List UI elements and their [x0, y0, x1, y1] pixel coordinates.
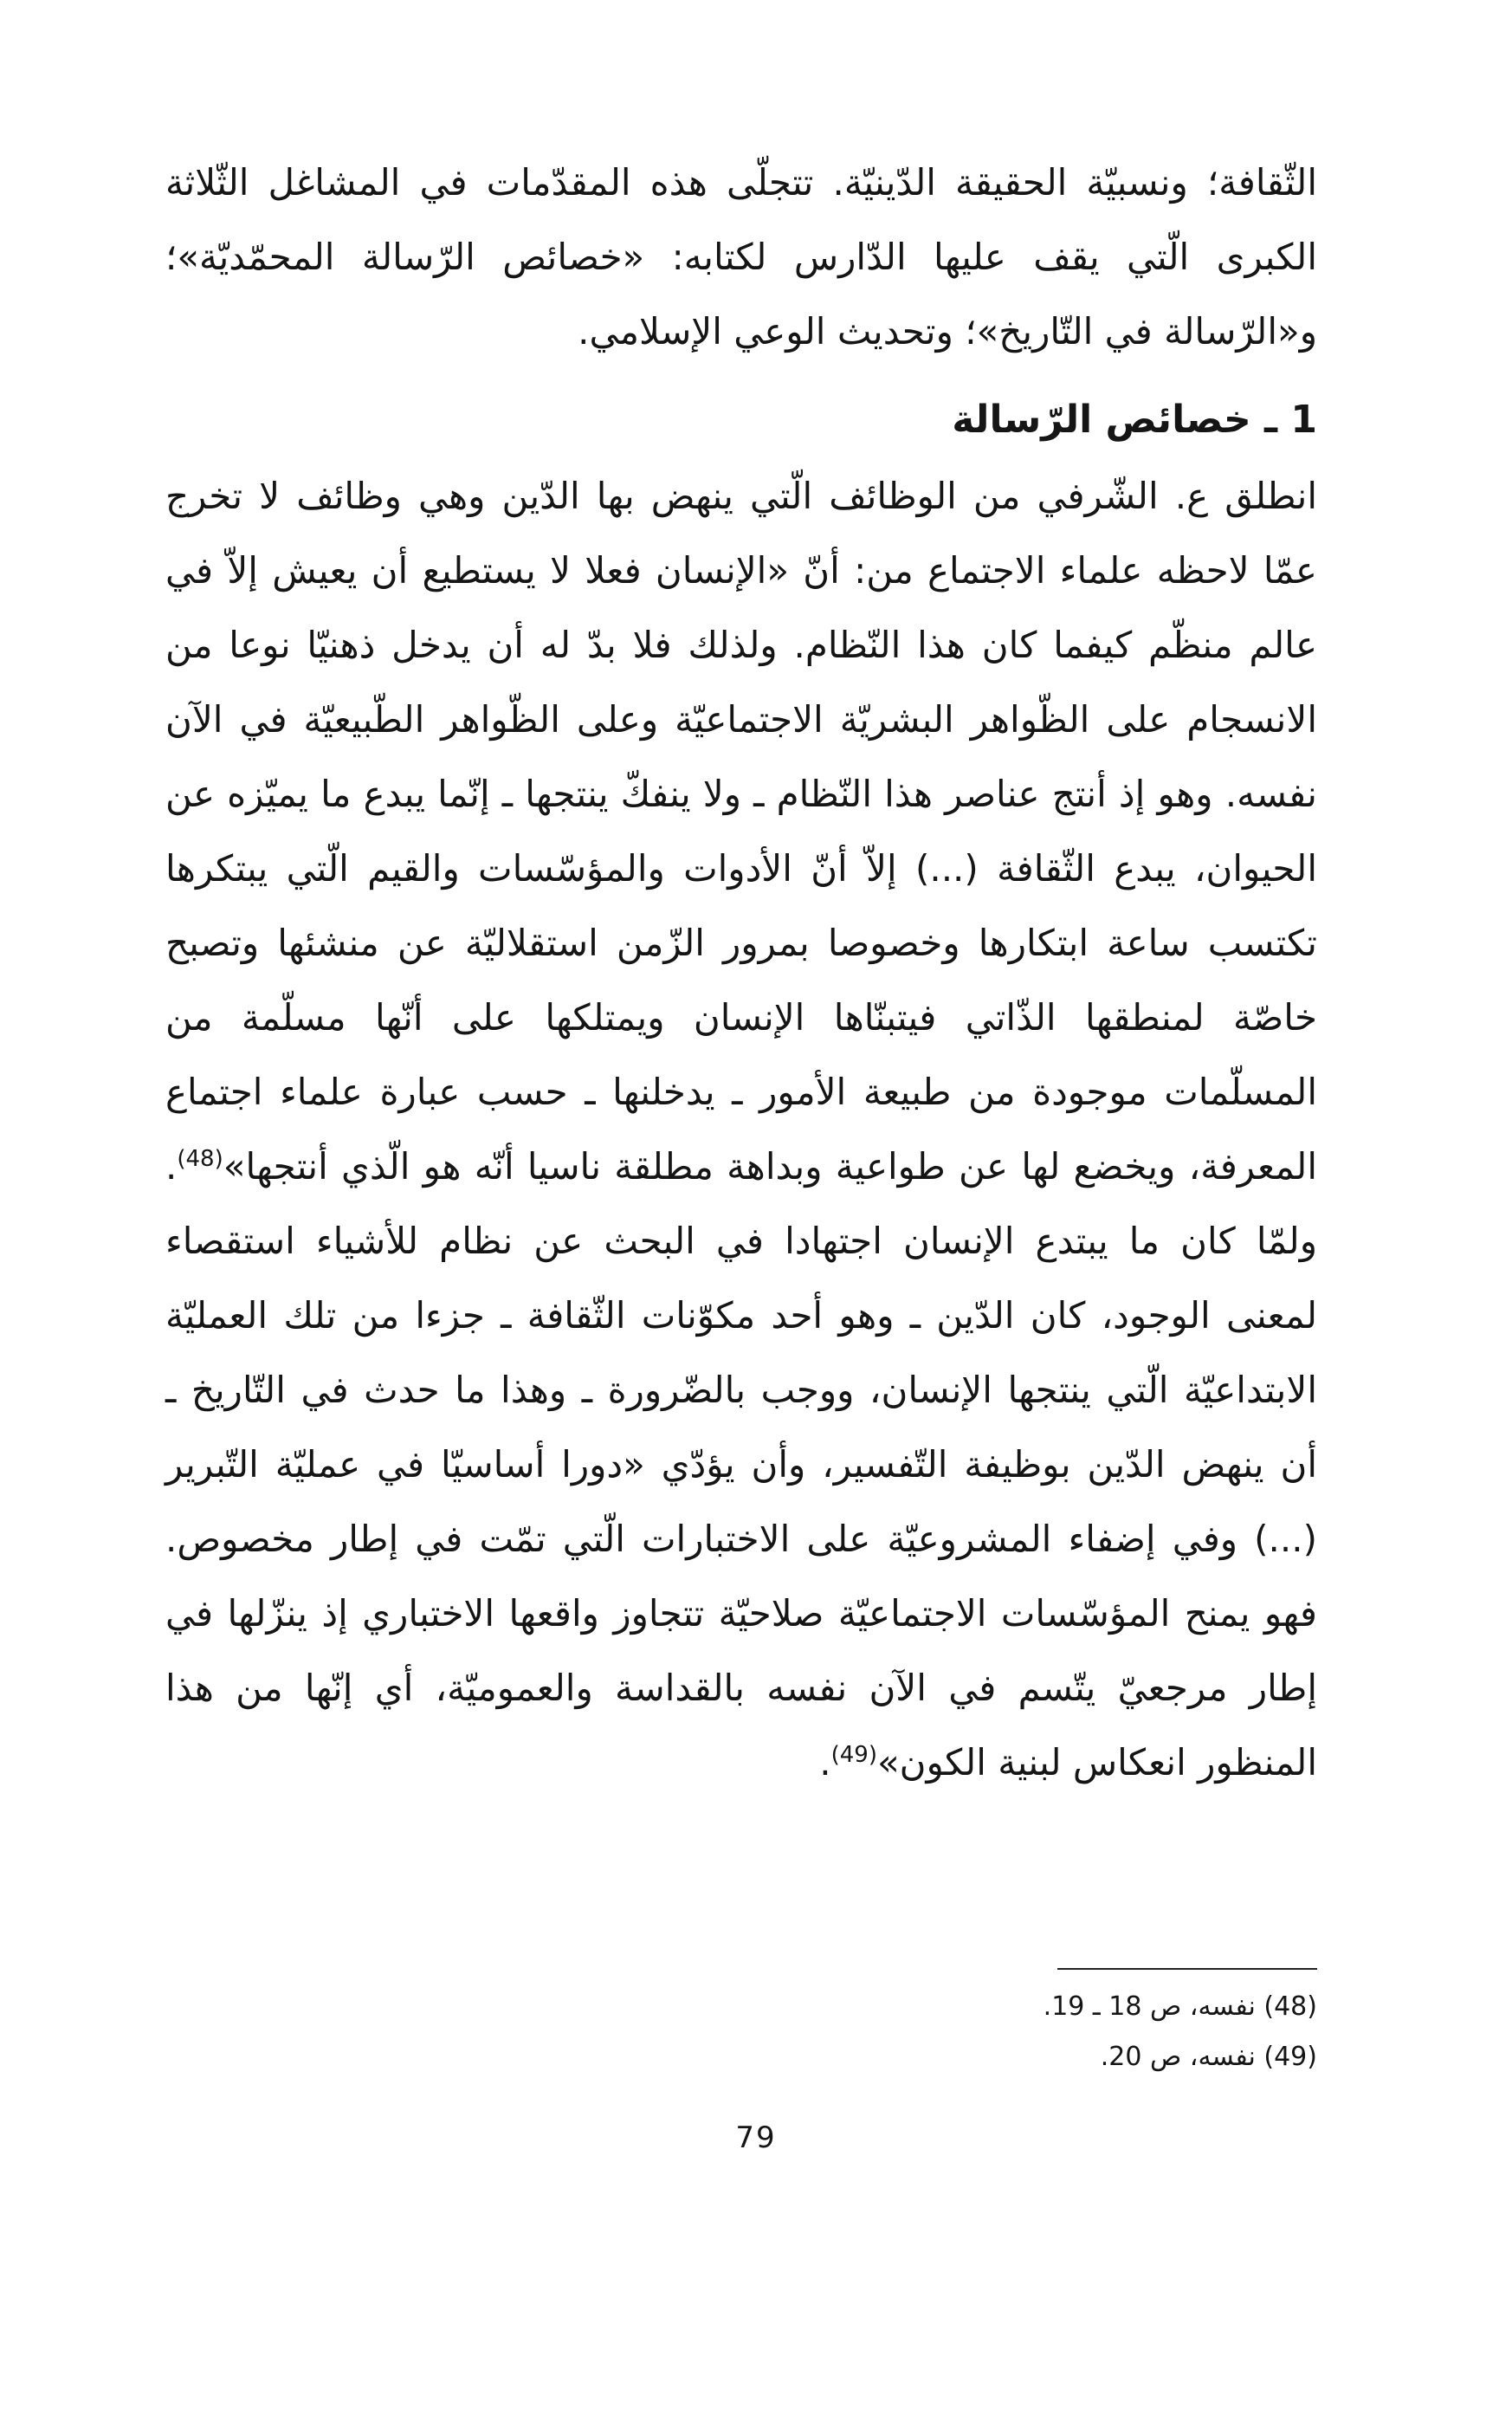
body-text-part-1: انطلق ع. الشّرفي من الوظائف الّتي ينهض بها الدّين وهي وظائف لا تخرج عمّا لاحظه علماء الاجتماع من: أنّ «الإنسان فعلا لا يستطيع أن يعيش إلاّ في عالم منظّم كيفما كان هذا النّظام. ولذلك فلا بدّ له أن يدخل ذهنيّا نوعا من الانسجام على الظّواهر البشريّة الاجتماعيّة وعلى الظّواهر الطّبيعيّة في الآن نفسه. وهو إذ أنتج عناصر هذا النّظام ـ ولا ينفكّ ينتجها ـ إنّما يبدع ما يميّزه عن الحيوان، يبدع الثّقافة (...) إلاّ أنّ الأدوات والمؤسّسات والقيم الّتي يبتكرها تكتسب ساعة ابتكارها وخصوصا بمرور الزّمن استقلاليّة عن منشئها وتصبح خاصّة لمنطقها الذّاتي فيتبنّاها الإنسان ويمتلكها على أنّها مسلّمة من المسلّمات موجودة من طبيعة الأمور ـ يدخلنها ـ حسب عبارة علماء اجتماع المعرفة، ويخضع لها عن طواعية وبداهة مطلقة ناسيا أنّه هو الّذي أنتجها» — [165, 475, 1317, 1188]
page-number: 79 — [735, 2120, 777, 2155]
footnote-ref-48[interactable]: (48) — [177, 1146, 223, 1172]
body-paragraph — [165, 459, 1317, 1800]
footnote-48: (48) نفسه، ص 18 ـ 19. — [1043, 1991, 1317, 2022]
footnotes — [624, 1982, 1317, 2082]
footnote-divider — [1057, 1968, 1317, 1970]
section-separator: ـ — [1264, 398, 1278, 442]
body-text-part-3: . — [819, 1741, 831, 1784]
section-number: 1 — [1290, 398, 1317, 442]
section-heading — [952, 385, 1317, 455]
footnote-49: (49) نفسه، ص 20. — [1100, 2042, 1317, 2072]
body-text-part-2: . ولمّا كان ما يبتدع الإنسان اجتهادا في البحث عن نظام للأشياء استقصاء لمعنى الوجود، كان الدّين ـ وهو أحد مكوّنات الثّقافة ـ جزءا من تلك العمليّة الابتداعيّة الّتي ينتجها الإنسان، ووجب بالضّرورة ـ وهذا ما حدث في التّاريخ ـ أن ينهض الدّين بوظيفة التّفسير، وأن يؤدّي «دورا أساسيّا في عمليّة التّبرير (...) وفي إضفاء المشروعيّة على الاختبارات الّتي تمّت في إطار مخصوص. فهو يمنح المؤسّسات الاجتماعيّة صلاحيّة تتجاوز واقعها الاختباري إذ ينزّلها في إطار مرجعيّ يتّسم في الآن نفسه بالقداسة والعموميّة، أي إنّها من هذا المنظور انعكاس لبنية الكون» — [165, 1145, 1317, 1784]
section-title: خصائص الرّسالة — [952, 398, 1251, 442]
footnote-ref-49[interactable]: (49) — [830, 1742, 877, 1768]
intro-paragraph: الثّقافة؛ ونسبيّة الحقيقة الدّينيّة. تتجلّى هذه المقدّمات في المشاغل الثّلاثة الكبرى الّتي يقف عليها الدّارس لكتابه: «خصائص الرّسالة المحمّديّة»؛ و«الرّسالة في التّاريخ»؛ وتحديث الوعي الإسلامي. — [165, 161, 1317, 353]
